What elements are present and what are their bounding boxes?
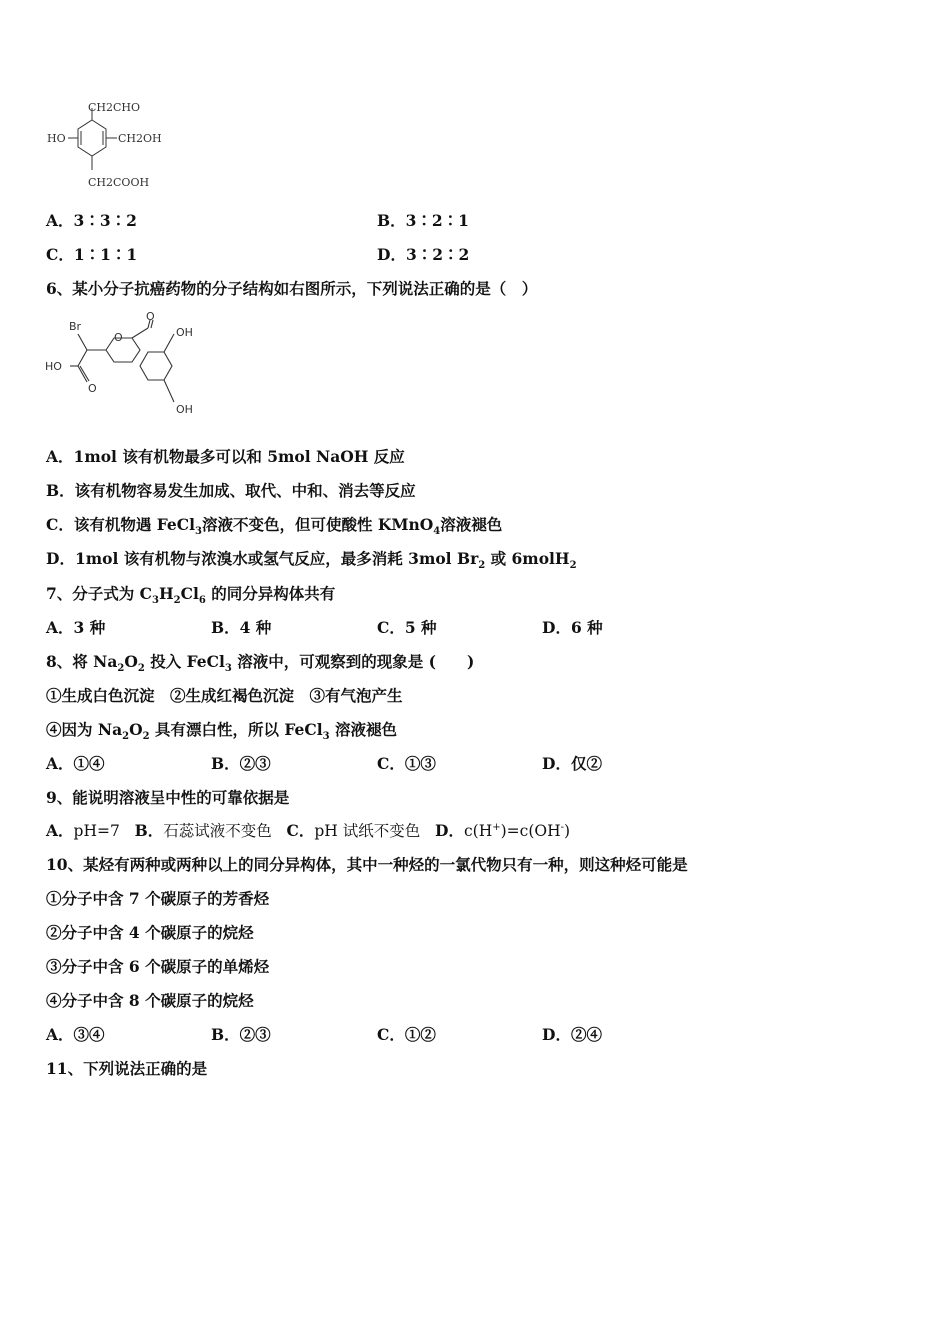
q9-option-c-text: pH 试纸不变色 [314,822,421,840]
q7-option-d: D．6 种 [542,618,603,637]
q10-option-d: D．②④ [542,1025,602,1044]
q7-stem: 7、分子式为 $C_3H_2Cl_6$ 的同分异构体共有 [46,584,336,607]
q7-option-c: C．5 种 [377,618,437,637]
q6-option-a: A．1mol 该有机物最多可以和 5mol NaOH 反应 [46,447,405,466]
q10-option-a: A．③④ [46,1025,105,1044]
q6-label-o-carbonyl: O [146,310,155,323]
q5-label-top: CH2CHO [88,101,141,114]
q5-option-d: D．3∶2∶2 [377,245,470,264]
q9-option-a-text: pH=7 [73,822,120,840]
q10-item-1: ①分子中含 7 个碳原子的芳香烃 [46,889,270,908]
q9-option-b-text: 石蕊试液不变色 [163,822,272,840]
q10-stem: 10、某烃有两种或两种以上的同分异构体，其中一种烃的一氯代物只有一种，则这种烃可能是 [46,855,688,874]
q10-item-4: ④分子中含 8 个碳原子的烷烃 [46,991,254,1010]
q9-option-a-letter: A． [46,821,74,840]
q6-label-o-ring: O [114,331,123,344]
q10-option-b: B．②③ [211,1025,271,1044]
q5-molecule-structure [40,96,180,196]
q9-stem: 9、能说明溶液呈中性的可靠依据是 [46,788,290,807]
q8-option-c: C．①③ [377,754,436,773]
q8-stem: 8、将 $Na_2O_2$ 投入 FeCl$_3$ 溶液中，可观察到的现象是 ( ) [46,652,475,675]
q9-option-d-letter: D． [435,821,464,840]
q6-label-br: Br [69,320,82,333]
q5-label-left: HO [47,132,66,145]
q11-stem: 11、下列说法正确的是 [46,1059,208,1078]
q5-label-bottom: CH2COOH [88,176,150,189]
q5-option-a: A．3∶3∶2 [46,211,137,230]
q9-option-b-letter: B． [134,821,164,840]
q8-option-a: A．①④ [46,754,105,773]
q8-option-b: B．②③ [211,754,271,773]
q6-option-b: B．该有机物容易发生加成、取代、中和、消去等反应 [46,481,416,500]
q9-option-c-letter: C． [286,821,315,840]
q5-option-b: B．3∶2∶1 [377,211,469,230]
q6-label-oh-bottom: OH [176,403,193,416]
q6-option-c: C．该有机物遇 FeCl$_3$溶液不变色，但可使酸性 KMnO$_4$溶液褪色 [46,515,503,538]
q8-option-d: D．仅② [542,754,602,773]
q10-option-c: C．①② [377,1025,436,1044]
q9-options-row: A．pH=7 B．石蕊试液不变色 C．pH 试纸不变色 D．c(H+)=c(OH-) [46,821,571,840]
q6-stem: 6、某小分子抗癌药物的分子结构如右图所示，下列说法正确的是（ ） [46,279,538,298]
q10-item-3: ③分子中含 6 个碳原子的单烯烃 [46,957,270,976]
q6-option-d: D．1mol 该有机物与浓溴水或氢气反应，最多消耗 3mol $Br_2$ 或 6molH$_2$ [46,549,577,572]
q6-molecule-structure [40,310,210,420]
q7-option-a: A．3 种 [46,618,106,637]
q8-items-line2: ④因为 $Na_2O_2$ 具有漂白性，所以 FeCl$_3$ 溶液褪色 [46,720,397,743]
q6-label-oh-top: OH [176,326,193,339]
q6-label-ho: HO [45,360,62,373]
q7-option-b: B．4 种 [211,618,272,637]
q5-label-right: CH2OH [118,132,162,145]
q8-items-line1: ①生成白色沉淀 ②生成红褐色沉淀 ③有气泡产生 [46,686,403,705]
q6-label-o-acid: O [88,382,97,395]
q5-option-c: C．1∶1∶1 [46,245,138,264]
q10-item-2: ②分子中含 4 个碳原子的烷烃 [46,923,254,942]
